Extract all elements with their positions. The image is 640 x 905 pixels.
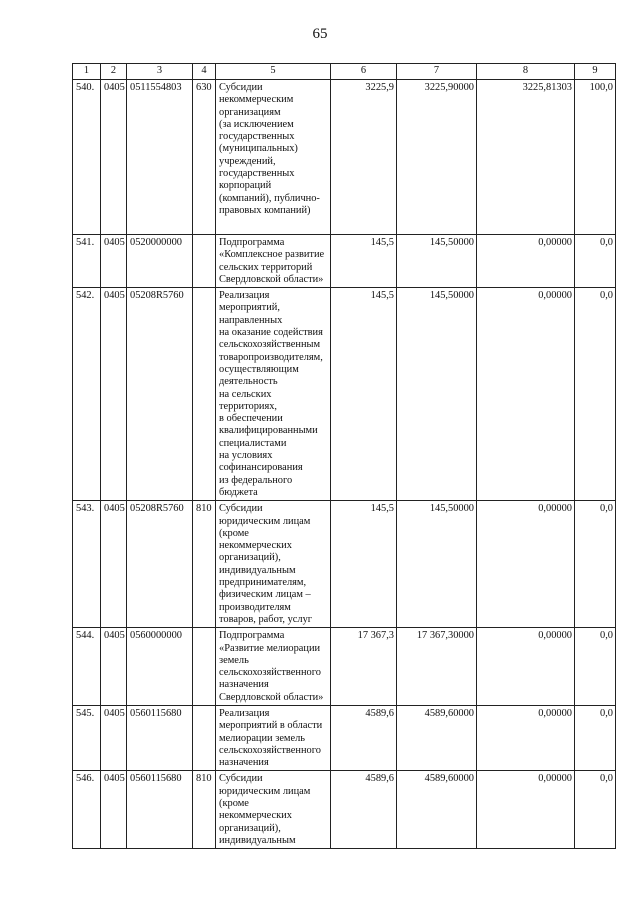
target-code-cell: 0560115680	[127, 705, 193, 770]
item-name-cell: Реализация мероприятий, направленных на оказание содействия сельскохозяйственным товаропроизводителям, осуществляющим деятельность на сельских территориях, в обеспечении квалифицированными специалистами на условиях софинансирования из федерального бюджета	[216, 288, 331, 501]
amount-cell: 145,5	[331, 501, 397, 628]
amount-cell: 4589,6	[331, 705, 397, 770]
amount-detailed-cell: 145,50000	[397, 501, 477, 628]
item-name-cell: Субсидии некоммерческим организациям (за исключением государственных (муниципальных) учреждений, государственных корпораций (компаний), публично- правовых компаний)	[216, 80, 331, 235]
table-row	[73, 771, 616, 849]
expense-type-cell: 630	[193, 80, 216, 235]
expense-type-cell	[193, 235, 216, 288]
percent-cell: 0,0	[575, 501, 616, 628]
executed-amount-cell: 0,00000	[477, 288, 575, 501]
target-code-cell: 0560115680	[127, 771, 193, 849]
section-code-cell: 0405	[101, 80, 127, 235]
target-code-cell: 0520000000	[127, 235, 193, 288]
executed-amount-cell: 0,00000	[477, 705, 575, 770]
table-row	[73, 705, 616, 770]
percent-cell: 0,0	[575, 628, 616, 706]
amount-cell: 3225,9	[331, 80, 397, 235]
column-header: 8	[477, 64, 575, 80]
amount-detailed-cell: 145,50000	[397, 235, 477, 288]
expense-type-cell	[193, 705, 216, 770]
amount-cell: 145,5	[331, 288, 397, 501]
section-code-cell: 0405	[101, 705, 127, 770]
percent-cell: 100,0	[575, 80, 616, 235]
amount-detailed-cell: 3225,90000	[397, 80, 477, 235]
row-number-cell: 543.	[73, 501, 101, 628]
budget-table	[72, 63, 616, 849]
column-header: 7	[397, 64, 477, 80]
executed-amount-cell: 3225,81303	[477, 80, 575, 235]
executed-amount-cell: 0,00000	[477, 235, 575, 288]
percent-cell: 0,0	[575, 705, 616, 770]
row-number-cell: 544.	[73, 628, 101, 706]
table-row	[73, 628, 616, 706]
header-row	[73, 64, 616, 80]
item-name-cell: Подпрограмма «Комплексное развитие сельских территорий Свердловской области»	[216, 235, 331, 288]
table-row	[73, 80, 616, 235]
column-header: 3	[127, 64, 193, 80]
column-header: 6	[331, 64, 397, 80]
amount-cell: 145,5	[331, 235, 397, 288]
amount-detailed-cell: 145,50000	[397, 288, 477, 501]
percent-cell: 0,0	[575, 288, 616, 501]
executed-amount-cell: 0,00000	[477, 771, 575, 849]
expense-type-cell	[193, 628, 216, 706]
item-name-cell: Реализация мероприятий в области мелиорации земель сельскохозяйственного назначения	[216, 705, 331, 770]
table-row	[73, 501, 616, 628]
section-code-cell: 0405	[101, 501, 127, 628]
amount-detailed-cell: 4589,60000	[397, 771, 477, 849]
percent-cell: 0,0	[575, 235, 616, 288]
amount-detailed-cell: 17 367,30000	[397, 628, 477, 706]
executed-amount-cell: 0,00000	[477, 628, 575, 706]
item-name-cell: Субсидии юридическим лицам (кроме некоммерческих организаций), индивидуальным	[216, 771, 331, 849]
target-code-cell: 05208R5760	[127, 501, 193, 628]
item-name-cell: Субсидии юридическим лицам (кроме некоммерческих организаций), индивидуальным предпринимателям, физическим лицам – производителям товаров, работ, услуг	[216, 501, 331, 628]
target-code-cell: 05208R5760	[127, 288, 193, 501]
target-code-cell: 0511554803	[127, 80, 193, 235]
executed-amount-cell: 0,00000	[477, 501, 575, 628]
table-row	[73, 288, 616, 501]
section-code-cell: 0405	[101, 288, 127, 501]
amount-cell: 4589,6	[331, 771, 397, 849]
page-number: 65	[312, 26, 328, 42]
row-number-cell: 541.	[73, 235, 101, 288]
column-header: 2	[101, 64, 127, 80]
expense-type-cell: 810	[193, 771, 216, 849]
amount-detailed-cell: 4589,60000	[397, 705, 477, 770]
row-number-cell: 545.	[73, 705, 101, 770]
item-name-cell: Подпрограмма «Развитие мелиорации земель сельскохозяйственного назначения Свердловской области»	[216, 628, 331, 706]
table-row	[73, 235, 616, 288]
column-header: 1	[73, 64, 101, 80]
row-number-cell: 542.	[73, 288, 101, 501]
percent-cell: 0,0	[575, 771, 616, 849]
column-header: 4	[193, 64, 216, 80]
section-code-cell: 0405	[101, 628, 127, 706]
expense-type-cell	[193, 288, 216, 501]
expense-type-cell: 810	[193, 501, 216, 628]
target-code-cell: 0560000000	[127, 628, 193, 706]
column-header: 5	[216, 64, 331, 80]
column-header: 9	[575, 64, 616, 80]
row-number-cell: 546.	[73, 771, 101, 849]
amount-cell: 17 367,3	[331, 628, 397, 706]
row-number-cell: 540.	[73, 80, 101, 235]
section-code-cell: 0405	[101, 771, 127, 849]
section-code-cell: 0405	[101, 235, 127, 288]
